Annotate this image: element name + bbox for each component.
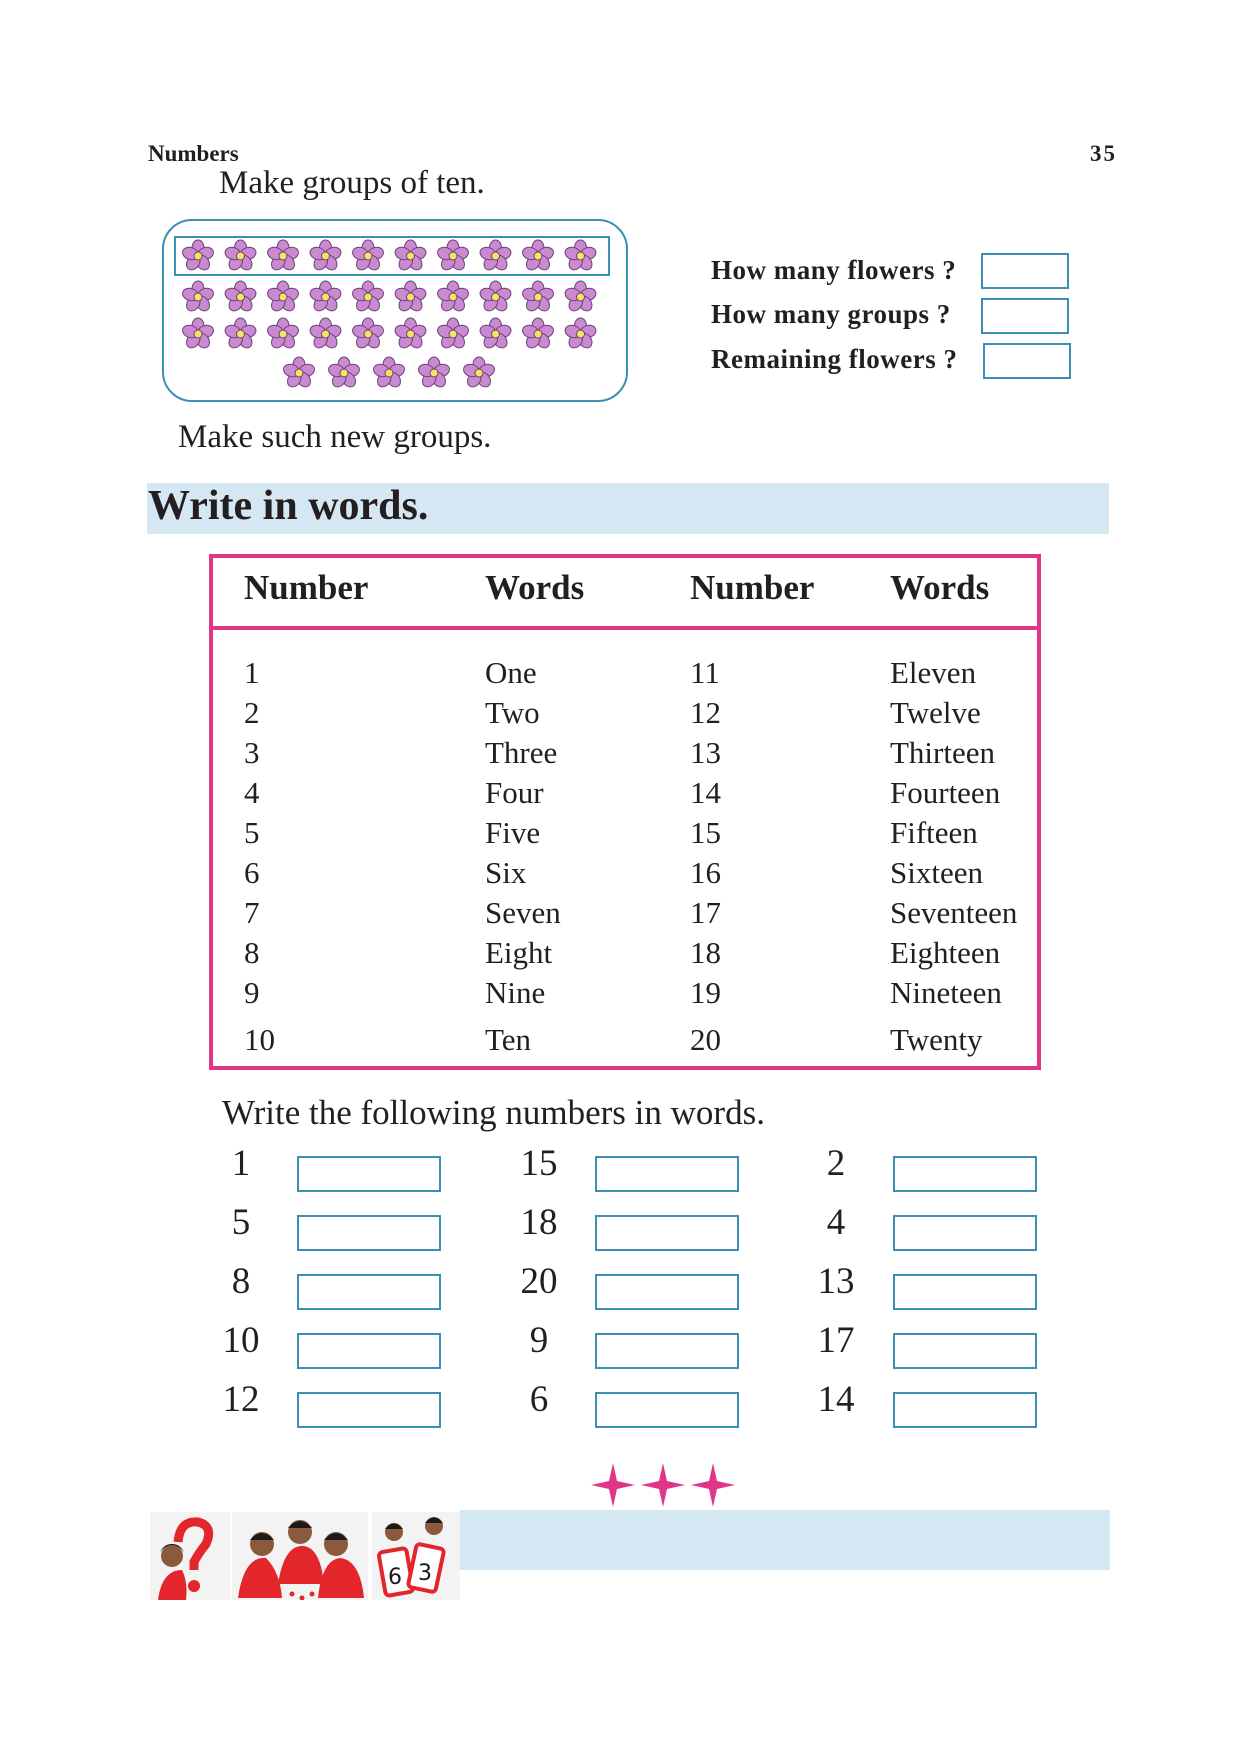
table-cell-number: 10 xyxy=(244,1022,275,1057)
page-number: 35 xyxy=(1090,141,1117,166)
exercise-number: 5 xyxy=(231,1202,251,1243)
flower-icon xyxy=(181,281,215,313)
section-title: Write in words. xyxy=(148,483,429,529)
footer-band xyxy=(460,1510,1110,1570)
table-cell-words: One xyxy=(485,655,537,690)
table-cell-number-2: 16 xyxy=(690,855,721,890)
flower-icon xyxy=(478,240,512,272)
table-header-words-2: Words xyxy=(890,568,990,607)
flower-icon xyxy=(266,281,300,313)
table-cell-words-2: Sixteen xyxy=(890,855,983,890)
table-cell-number-2: 12 xyxy=(690,695,721,730)
table-header-number-2: Number xyxy=(690,568,815,607)
flower-icon xyxy=(308,240,342,272)
table-header-number: Number xyxy=(244,568,369,607)
exercise-number: 13 xyxy=(817,1261,855,1302)
flower-icon xyxy=(372,357,406,389)
exercise-instruction: Write the following numbers in words. xyxy=(222,1093,765,1132)
exercise-answer-box[interactable] xyxy=(297,1274,441,1310)
flower-icon xyxy=(563,281,597,313)
activity-followup: Make such new groups. xyxy=(178,419,492,455)
flower-icon xyxy=(478,281,512,313)
exercise-number: 9 xyxy=(529,1320,549,1361)
table-header-words: Words xyxy=(485,568,585,607)
table-cell-number-2: 20 xyxy=(690,1022,721,1057)
exercise-number: 18 xyxy=(520,1202,558,1243)
question-flowers-label: How many flowers ? xyxy=(711,255,957,285)
table-cell-number: 4 xyxy=(244,775,260,810)
exercise-answer-box[interactable] xyxy=(595,1392,739,1428)
flower-icon xyxy=(521,318,555,350)
flower-icon xyxy=(436,240,470,272)
flower-icon xyxy=(436,318,470,350)
svg-text:3: 3 xyxy=(418,1561,432,1586)
table-header-divider xyxy=(209,626,1041,630)
svg-text:6: 6 xyxy=(388,1565,402,1590)
table-cell-number-2: 17 xyxy=(690,895,721,930)
exercise-answer-box[interactable] xyxy=(297,1333,441,1369)
exercise-number: 15 xyxy=(520,1143,558,1184)
exercise-answer-box[interactable] xyxy=(893,1215,1037,1251)
table-cell-number: 5 xyxy=(244,815,260,850)
flower-icon xyxy=(282,357,316,389)
flower-icon xyxy=(327,357,361,389)
table-cell-number: 9 xyxy=(244,975,260,1010)
exercise-number: 20 xyxy=(520,1261,558,1302)
flower-icon xyxy=(393,281,427,313)
answer-flowers-box[interactable] xyxy=(981,253,1069,289)
table-cell-words: Seven xyxy=(485,895,561,930)
flower-icon xyxy=(521,281,555,313)
star-icon xyxy=(591,1463,635,1507)
table-cell-words-2: Fourteen xyxy=(890,775,1001,810)
flower-icon xyxy=(563,318,597,350)
table-cell-number: 7 xyxy=(244,895,260,930)
table-cell-words-2: Twenty xyxy=(890,1022,983,1057)
exercise-answer-box[interactable] xyxy=(297,1215,441,1251)
flower-icon xyxy=(393,318,427,350)
table-cell-words-2: Twelve xyxy=(890,695,981,730)
exercise-answer-box[interactable] xyxy=(595,1215,739,1251)
table-cell-words: Eight xyxy=(485,935,553,970)
flower-icon xyxy=(351,281,385,313)
table-cell-number: 1 xyxy=(244,655,260,690)
table-cell-number-2: 15 xyxy=(690,815,721,850)
exercise-number: 10 xyxy=(222,1320,260,1361)
exercise-number: 1 xyxy=(231,1143,251,1184)
table-cell-words: Four xyxy=(485,775,544,810)
table-cell-words: Three xyxy=(485,735,558,770)
exercise-answer-box[interactable] xyxy=(893,1333,1037,1369)
flower-icon xyxy=(478,318,512,350)
exercise-number: 12 xyxy=(222,1379,260,1420)
table-cell-words: Two xyxy=(485,695,540,730)
question-remaining-label: Remaining flowers ? xyxy=(711,344,958,374)
table-cell-number-2: 13 xyxy=(690,735,721,770)
table-cell-number: 2 xyxy=(244,695,260,730)
flower-icon xyxy=(436,281,470,313)
answer-groups-box[interactable] xyxy=(981,298,1069,334)
exercise-answer-box[interactable] xyxy=(595,1156,739,1192)
exercise-answer-box[interactable] xyxy=(297,1392,441,1428)
chapter-title: Numbers xyxy=(148,141,239,166)
flower-icon xyxy=(393,240,427,272)
exercise-number: 8 xyxy=(231,1261,251,1302)
question-groups-label: How many groups ? xyxy=(711,299,951,329)
exercise-number: 4 xyxy=(826,1202,846,1243)
table-cell-words-2: Eighteen xyxy=(890,935,1001,970)
flower-icon xyxy=(181,240,215,272)
exercise-answer-box[interactable] xyxy=(893,1274,1037,1310)
exercise-answer-box[interactable] xyxy=(297,1156,441,1192)
exercise-answer-box[interactable] xyxy=(893,1156,1037,1192)
flower-icon xyxy=(462,357,496,389)
exercise-number: 2 xyxy=(826,1143,846,1184)
exercise-number: 6 xyxy=(529,1379,549,1420)
star-icon xyxy=(691,1463,735,1507)
star-icon xyxy=(641,1463,685,1507)
flower-icon xyxy=(521,240,555,272)
exercise-answer-box[interactable] xyxy=(595,1333,739,1369)
table-cell-words-2: Seventeen xyxy=(890,895,1018,930)
flower-icon xyxy=(223,240,257,272)
table-cell-words: Five xyxy=(485,815,541,850)
exercise-number: 14 xyxy=(817,1379,855,1420)
children-playing-icon xyxy=(232,1512,368,1600)
flower-icon xyxy=(223,281,257,313)
table-cell-words-2: Nineteen xyxy=(890,975,1002,1010)
number-cards-child-icon xyxy=(372,1512,460,1600)
exercise-answer-box[interactable] xyxy=(893,1392,1037,1428)
table-cell-number: 8 xyxy=(244,935,260,970)
table-cell-words: Nine xyxy=(485,975,546,1010)
table-cell-number-2: 11 xyxy=(690,655,720,690)
flower-icon xyxy=(563,240,597,272)
table-cell-words-2: Fifteen xyxy=(890,815,978,850)
flower-icon xyxy=(308,318,342,350)
table-cell-number-2: 14 xyxy=(690,775,721,810)
answer-remaining-box[interactable] xyxy=(983,343,1071,379)
flower-icon xyxy=(223,318,257,350)
flower-icon xyxy=(351,318,385,350)
question-mark-child-icon xyxy=(150,1512,230,1600)
table-cell-number-2: 19 xyxy=(690,975,721,1010)
flower-icon xyxy=(308,281,342,313)
flower-icon xyxy=(351,240,385,272)
table-cell-words: Ten xyxy=(485,1022,532,1057)
star-divider xyxy=(586,1460,746,1510)
activity-instruction: Make groups of ten. xyxy=(219,165,485,201)
flower-icon xyxy=(266,240,300,272)
exercise-number: 17 xyxy=(817,1320,855,1361)
table-cell-words-2: Thirteen xyxy=(890,735,996,770)
flower-icon xyxy=(417,357,451,389)
exercise-answer-box[interactable] xyxy=(595,1274,739,1310)
table-cell-number-2: 18 xyxy=(690,935,721,970)
table-cell-words: Six xyxy=(485,855,527,890)
flower-icon xyxy=(181,318,215,350)
table-cell-number: 6 xyxy=(244,855,260,890)
table-cell-words-2: Eleven xyxy=(890,655,977,690)
flower-icon xyxy=(266,318,300,350)
table-cell-number: 3 xyxy=(244,735,260,770)
